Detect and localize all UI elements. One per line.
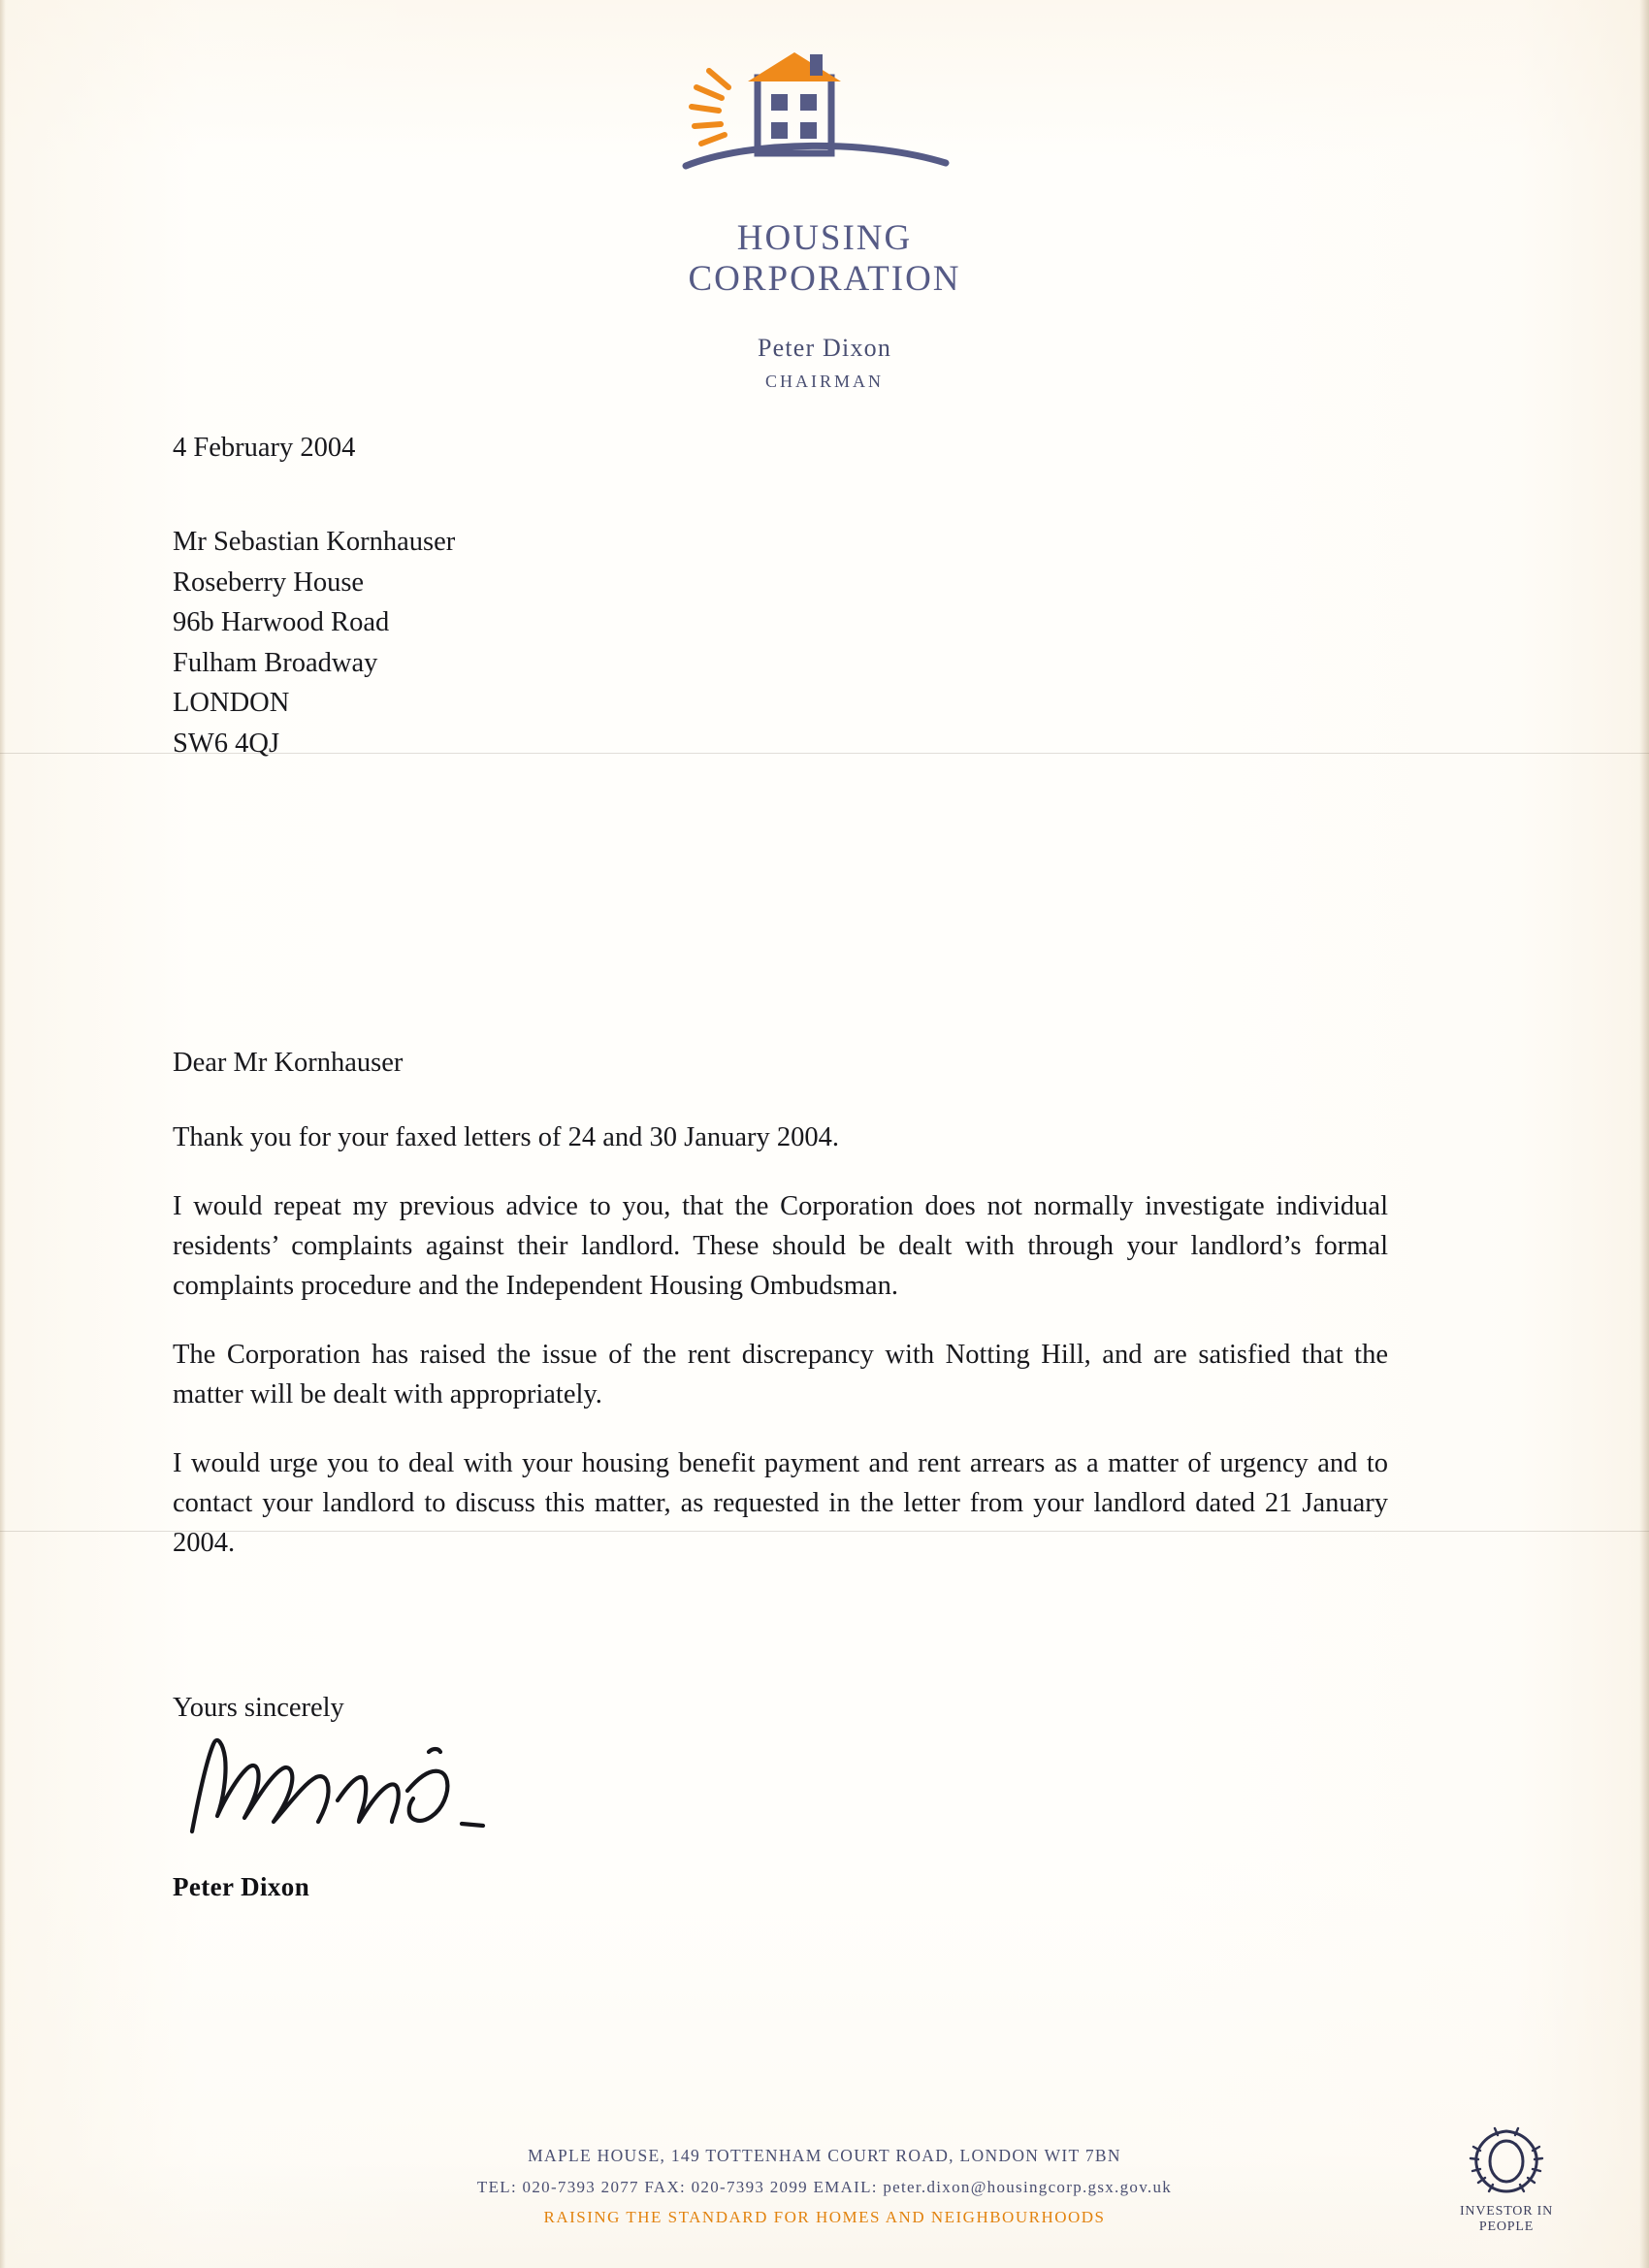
logo-line-2: CORPORATION xyxy=(688,258,961,299)
letterhead xyxy=(0,39,1649,392)
address-line: SW6 4QJ xyxy=(173,729,280,760)
logo-line-1: HOUSING xyxy=(736,218,913,258)
letter-body xyxy=(173,1118,1388,1592)
closing: Yours sincerely xyxy=(173,1693,344,1723)
laurel-wreath-icon xyxy=(1465,2123,1548,2197)
signature-mark xyxy=(175,1707,563,1863)
address-line: Roseberry House xyxy=(173,567,365,598)
chairman-name: Peter Dixon xyxy=(757,333,892,362)
letter-footer xyxy=(0,2140,1649,2227)
housing-corporation-logo xyxy=(664,39,985,299)
address-line: 96b Harwood Road xyxy=(173,607,390,638)
paragraph: The Corporation has raised the issue of the rent discrepancy with Notting Hill, and are satisfied that the matter will be dealt with appropriately. xyxy=(173,1340,1388,1410)
footer-tagline: RAISING THE STANDARD FOR HOMES AND NEIGHBOURHOODS xyxy=(543,2208,1106,2226)
paragraph: I would urge you to deal with your housing benefit payment and rent arrears as a matter of urgency and to contact your landlord to discuss this matter, as requested in the letter from your landlord dated 21 January 2004. xyxy=(173,1448,1388,1559)
logo-wordmark xyxy=(664,218,985,300)
footer-address: MAPLE HOUSE, 149 TOTTENHAM COURT ROAD, LONDON WIT 7BN xyxy=(528,2146,1121,2166)
address-line: Mr Sebastian Kornhauser xyxy=(173,527,456,557)
letter-date: 4 February 2004 xyxy=(173,433,356,463)
investor-in-people-label: INVESTOR IN PEOPLE xyxy=(1459,2204,1554,2234)
footer-contact: TEL: 020-7393 2077 FAX: 020-7393 2099 EMAIL: peter.dixon@housingcorp.gsx.gov.uk xyxy=(476,2177,1173,2196)
address-line: LONDON xyxy=(173,688,290,719)
paragraph: I would repeat my previous advice to you, that the Corporation does not normally investigate individual residents’ complaints against their landlord. These should be dealt with through your landlord’s formal complaints procedure and the Independent Housing Ombudsman. xyxy=(173,1191,1388,1302)
recipient-address xyxy=(173,522,455,764)
house-sun-logo-icon xyxy=(664,39,985,218)
paragraph: Thank you for your faxed letters of 24 and 30 January 2004. xyxy=(173,1122,839,1152)
salutation: Dear Mr Kornhauser xyxy=(173,1048,404,1078)
signature-name: Peter Dixon xyxy=(173,1872,310,1901)
investor-in-people-badge xyxy=(1434,2123,1579,2235)
chairman-title: CHAIRMAN xyxy=(764,371,884,391)
address-line: Fulham Broadway xyxy=(173,647,378,678)
